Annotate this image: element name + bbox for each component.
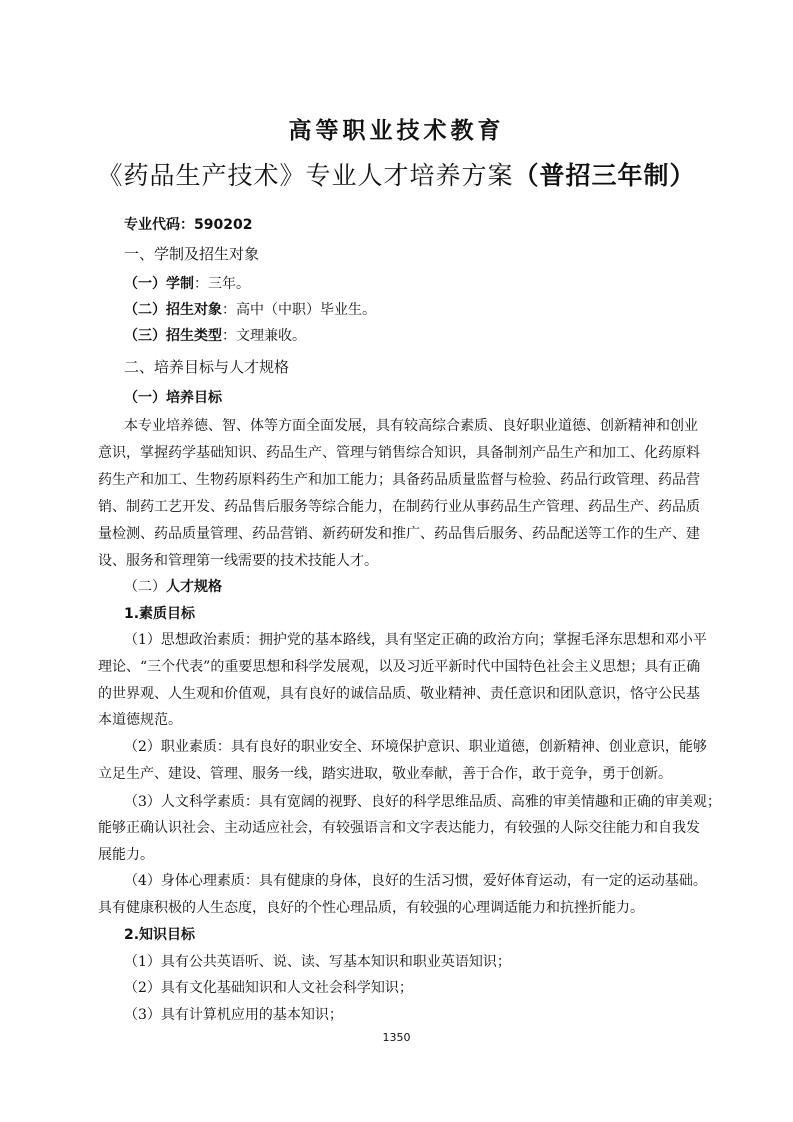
paragraph-line: 本专业培养德、智、体等方面全面发展，具有较高综合素质、良好职业道德、创新精神和创业: [124, 418, 698, 434]
paragraph-line: （3）人文科学素质：具有宽阔的视野、良好的科学思维品质、高雅的审美情趣和正确的审美观；: [124, 794, 721, 810]
heading-label: 人才规格: [166, 579, 222, 595]
paragraph-line: （2）具有文化基础知识和人文社会科学知识；: [124, 980, 413, 996]
paragraph-line: （2）职业素质：具有良好的职业安全、环境保护意识、职业道德，创新精神、创业意识，能够: [124, 739, 707, 755]
paragraph-line: 销、制药工艺开发、药品售后服务等综合能力，在制药行业从事药品生产管理、药品生产、药品质: [98, 499, 700, 515]
paragraph-line: 本道德规范。: [98, 712, 182, 728]
paragraph-line: 理论、“三个代表”的重要思想和科学发展观，以及习近平新时代中国特色社会主义思想；具有正确: [98, 659, 701, 675]
section-1-item: [124, 274, 724, 294]
paragraph-line: 立足生产、建设、管理、服务一线，踏实进取，敬业奉献，善于合作，敢于竞争，勇于创新。: [98, 766, 672, 782]
paragraph-line: 意识，掌握药学基础知识、药品生产、管理与销售综合知识，具备制剂产品生产和加工、化药原料: [98, 445, 700, 461]
heading-prefix: （二）: [124, 579, 166, 595]
document-subtitle: [0, 156, 793, 192]
subtitle-enrollment-type: （普招三年制）: [513, 161, 696, 190]
paragraph-line: 量检测、药品质量管理、药品营销、新药研发和推广、药品售后服务、药品配送等工作的生产、建: [98, 526, 700, 542]
item-label: （三）招生类型: [124, 328, 222, 344]
section-2-heading: 二、培养目标与人才规格: [124, 358, 290, 376]
quality-goal-heading: 1.素质目标: [124, 606, 196, 622]
item-text: ：高中（中职）毕业生。: [222, 302, 376, 318]
paragraph-line: 展能力。: [98, 847, 154, 863]
paragraph-line: （1）思想政治素质：拥护党的基本路线，具有坚定正确的政治方向；掌握毛泽东思想和邓小平: [124, 632, 707, 648]
section-1-item: [124, 326, 724, 346]
item-text: ：文理兼收。: [222, 328, 306, 344]
section-1-item: [124, 300, 724, 320]
page-number: 1350: [382, 1031, 411, 1044]
paragraph-line: 药生产和加工、生物药原料药生产和加工能力；具备药品质量监督与检验、药品行政管理、药品营: [98, 472, 700, 488]
subtitle-program-name: 《药品生产技术》专业人才培养方案: [97, 161, 514, 190]
paragraph-line: （4）身体心理素质：具有健康的身体，良好的生活习惯，爱好体育运动，有一定的运动基础。: [124, 873, 707, 889]
paragraph-line: 能够正确认识社会、主动适应社会，有较强语言和文字表达能力，有较强的人际交往能力和自我发: [98, 820, 700, 836]
program-code: 专业代码：590202: [124, 217, 253, 233]
training-goal-heading: （一）培养目标: [124, 390, 222, 406]
section-1-heading: 一、学制及招生对象: [124, 245, 260, 263]
document-title: 高等职业技术教育: [288, 117, 505, 144]
item-label: （一）学制: [124, 276, 194, 292]
paragraph-line: （3）具有计算机应用的基本知识；: [124, 1007, 343, 1023]
item-text: ：三年。: [194, 276, 250, 292]
paragraph-line: （1）具有公共英语听、说、读、写基本知识和职业英语知识；: [124, 954, 511, 970]
paragraph-line: 的世界观、人生观和价值观，具有良好的诚信品质、敬业精神、责任意识和团队意识，恪守公民基: [98, 686, 700, 702]
paragraph-line: 具有健康积极的人生态度，良好的个性心理品质，有较强的心理调适能力和抗挫折能力。: [98, 900, 644, 916]
paragraph-line: 设、服务和管理第一线需要的技术技能人才。: [98, 553, 378, 569]
item-label: （二）招生对象: [124, 302, 222, 318]
talent-spec-heading: [124, 577, 724, 597]
knowledge-goal-heading: 2.知识目标: [124, 927, 196, 943]
